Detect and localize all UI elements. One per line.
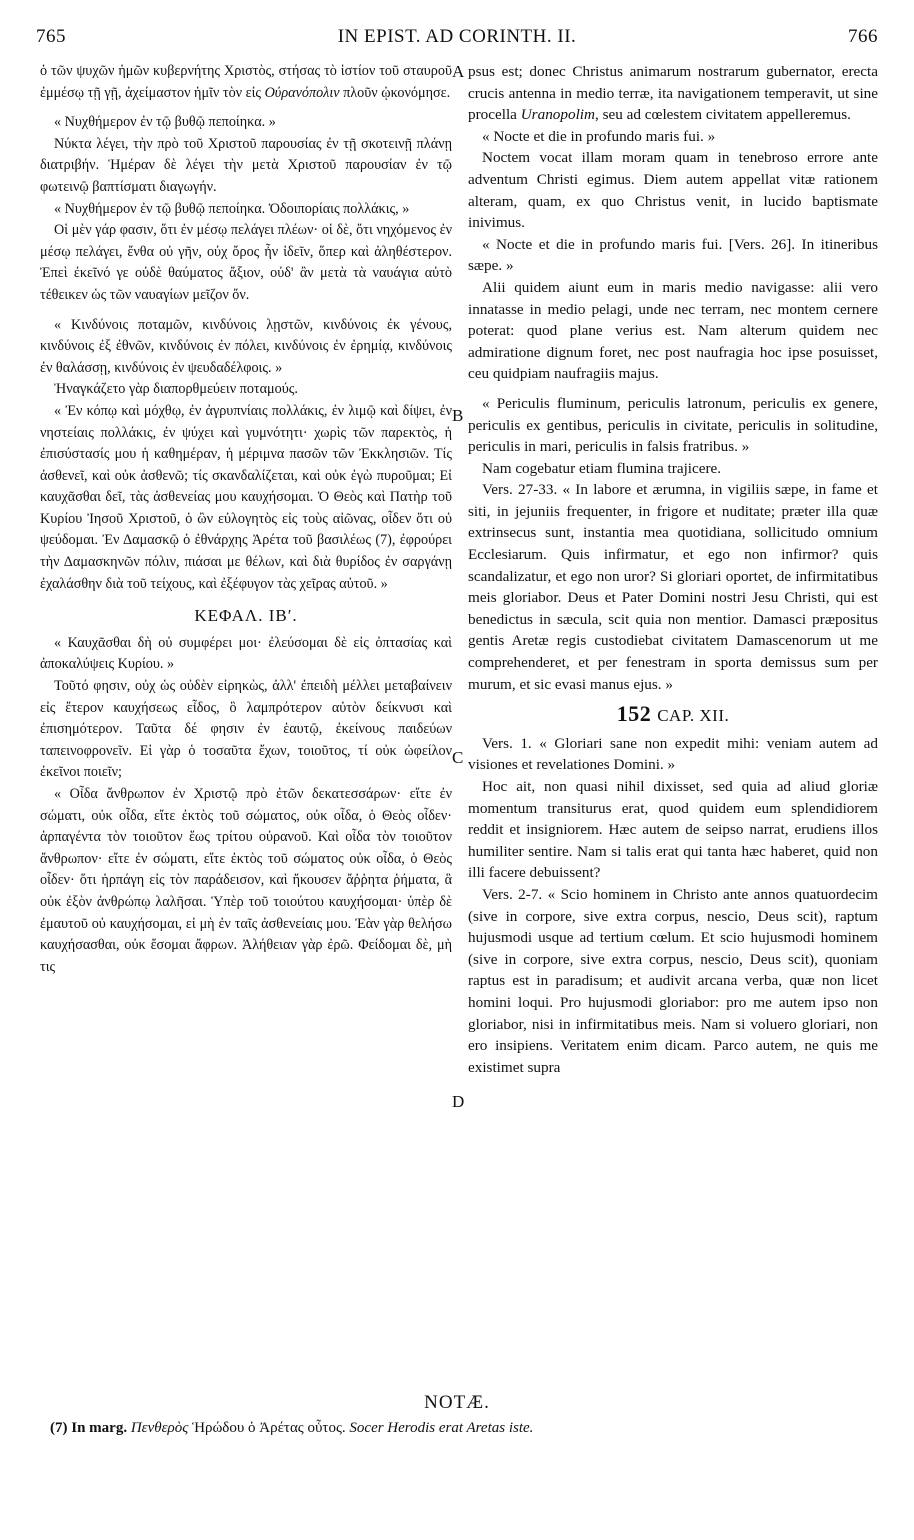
running-title: IN EPIST. AD CORINTH. II. (337, 26, 577, 47)
greek-paragraph: Τοῦτό φησιν, οὐχ ὡς οὐδὲν εἰρηκὼς, ἀλλ' ἐπειδὴ μέλλει μεταβαίνειν εἰς ἕτερον καυχήσεως εἶδος, ὃ λαμπρότερον αὐτὸν δείκνυσι καὶ ἐπισημότερον. Ταῦτα δέ φησιν ἐν ἑαυτῷ, ἐκείνους παιδεύων ταπεινοφρονεῖν. Εἰ γὰρ ὁ τοσαῦτα ἔχων, τοιοῦτος, τί οὐκ ὠφείλον ἐκεῖνοι ποιεῖν; (40, 678, 452, 781)
greek-paragraph (40, 61, 452, 104)
greek-quote: « Οἶδα ἄνθρωπον ἐν Χριστῷ πρὸ ἐτῶν δεκατεσσάρων· εἴτε ἐν σώματι, οὐκ οἶδα, εἴτε ἐκτὸς τοῦ σώματος, οὐκ οἶδα, ὁ Θεὸς οἶδεν· ἁρπαγέντα τὸν τοιοῦτον ἕως τρίτου οὐρανοῦ. Καὶ οἶδα τὸν τοιοῦτον ἄνθρωπον· εἴτε ἐν σώματι, εἴτε ἐκτὸς τοῦ σώματος οὐκ οἶδα, ὁ Θεὸς οἶδεν· ὅτι ἡρπάγη εἰς τὸν παράδεισον, καὶ ἤκουσεν ἄῤῥητα ῥήματα, ἃ οὐκ ἐξὸν ἀνθρώπῳ λαλῆσαι. Ὑπὲρ τοῦ τοιούτου καυχήσομαι· ὑπὲρ δὲ ἐμαυτοῦ οὐ καυχήσομαι, εἰ μὴ ἐν ταῖς ἀσθενείαις μου. Ἐὰν γὰρ θελήσω καυχήσασθαι, οὐκ ἔσομαι ἄφρων. Ἀλήθειαν γὰρ ἐρῶ. Φείδομαι δὲ, μὴ τις (40, 786, 452, 975)
greek-quote: « Ἐν κόπῳ καὶ μόχθῳ, ἐν ἀγρυπνίαις πολλάκις, ἐν λιμῷ καὶ δίψει, ἐν νηστείαις πολλάκις, ἐν ψύχει καὶ γυμνότητι· χωρὶς τῶν παρεκτὸς, ἡ ἐπισύστασίς μου ἡ καθημέραν, ἡ μέριμνα πασῶν τῶν Ἐκκλησιῶν. Τίς ἀσθενεῖ, καὶ οὐκ ἀσθενῶ; τίς σκανδαλίζεται, καὶ οὐκ ἐγὼ πυροῦμαι; Εἰ καυχᾶσθαι δεῖ, τὰς ἀσθενείας μου καυχήσομαι. Ὁ Θεὸς καὶ Πατὴρ τοῦ Κυρίου Ἰησοῦ Χριστοῦ, ὁ ὢν εὐλογητὸς εἰς τοὺς αἰῶνας, οἶδεν ὅτι οὐ ψεύδομαι. Ἐν Δαμασκῷ ὁ ἐθνάρχης Ἀρέτα τοῦ βασιλέως (7), ἐφρούρει τὴν Δαμασκηνῶν πόλιν, πιάσαι με θέλων, καὶ διὰ θυρίδος ἐν σαργάνῃ ἐχαλάσθην διὰ τοῦ τείχους, καὶ ἐξέφυγον τὰς χεῖρας αὐτοῦ. » (40, 402, 452, 592)
margin-marker-b: B (452, 406, 464, 425)
greek-paragraph: Νύκτα λέγει, τὴν πρὸ τοῦ Χριστοῦ παρουσίας ἐν τῇ σκοτεινῇ πλάνῃ διατριβήν. Ἡμέραν δὲ λέγει τὴν μετὰ Χριστοῦ παρουσίαν ἐν τῷ φωτεινῷ βαπτίσματι διαγωγήν. (40, 135, 452, 195)
latin-text: psus est; donec Christus animarum nostrarum gubernator, erecta crucis antenna in medio terræ, ita navigationem temperavit, ut sine procella (468, 63, 878, 124)
latin-quote: « Nocte et die in profundo maris fui. » (482, 127, 716, 145)
greek-text: πλοῦν ᾠκονόμησε. (343, 84, 451, 101)
notes-title: NOTÆ. (424, 1392, 490, 1413)
latin-paragraph: Nam cogebatur etiam flumina trajicere. (482, 459, 722, 477)
margin-marker-a: A (452, 62, 465, 81)
greek-column (40, 61, 452, 1356)
section-number: 152 (616, 701, 652, 727)
latin-paragraph: Hoc ait, non quasi nihil dixisset, sed quia ad aliud gloriæ momentum transiturus erat, quod quidem eum splendidiorem reddit et insigniorem. Hæc autem de seipso narrat, erudiens illos humiliter sentire. Nam si talis erat qui tanta hæc haberet, quid non illi facere debuissent? (468, 778, 878, 882)
latin-paragraph: Alii quidem aiunt eum in maris medio navigasse: alii vero innatasse in medio pelagi, unde nec terram, nec montem cernere poterat: quod plane verius est. Nam alterum quidem nec admiratione dignum foret, nec post naufragia hoc ipse posuisset, ceu quidpiam naufragiis majus. (468, 278, 878, 383)
greek-quote: « Κινδύνοις ποταμῶν, κινδύνοις λῃστῶν, κινδύνοις ἐκ γένους, κινδύνοις ἐξ ἐθνῶν, κινδύνοις ἐν πόλει, κινδύνοις ἐν ἐρημίᾳ, κινδύνοις ἐν θαλάσσῃ, κινδύνοις ἐν ψευδαδέλφοις. » (40, 316, 452, 376)
page-number-left: 765 (36, 26, 66, 47)
latin-quote: « Nocte et die in profundo maris fui. [Vers. 26]. In itineribus sæpe. » (468, 235, 878, 275)
latin-quote: « Periculis fluminum, periculis latronum, periculis ex genere, periculis ex gentibus, periculis in civitate, periculis in solitudine, periculis in mari, periculis in falsis fratribus. » (468, 394, 878, 456)
latin-italic: Uranopolim (520, 106, 595, 124)
greek-italic: Οὐρανόπολιν (264, 84, 340, 101)
latin-text: , seu ad cœlestem civitatem appelleremus. (594, 106, 851, 124)
footnote-lead: In marg. (71, 1420, 128, 1436)
footnote-latin: Socer Herodis erat Aretas iste. (349, 1420, 534, 1436)
greek-section-heading: ΚΕΦΑΛ. ΙΒʹ. (194, 606, 298, 626)
greek-quote: « Νυχθήμερον ἐν τῷ βυθῷ πεποίηκα. » (54, 114, 276, 131)
greek-paragraph: Ἠναγκάζετο γὰρ διαπορθμεύειν ποταμούς. (54, 381, 298, 398)
greek-text: ὁ τῶν ψυχῶν ἡμῶν κυβερνήτης Χριστὸς, στήσας τὸ ἱστίον τοῦ σταυροῦ ἐμμέσῳ τῇ γῇ, ἀχείμαστον ἡμῖν τὸν εἰς (40, 63, 452, 101)
margin-marker-d: D (452, 1092, 465, 1111)
latin-paragraph: Noctem vocat illam moram quam in tenebroso errore ante adventum Christi egimus. Diem autem appellat vitæ rationem alteram, quam, ex quo Christus venit, in lucido baptismate inivimus. (468, 149, 878, 232)
greek-quote: « Νυχθήμερον ἐν τῷ βυθῷ πεποίηκα. Ὁδοιπορίαις πολλάκις, » (54, 200, 410, 217)
footnote (50, 1420, 880, 1437)
latin-section-heading (468, 695, 878, 733)
running-header (36, 26, 878, 52)
footnote-number: (7) (50, 1420, 68, 1436)
page-number-right: 766 (848, 26, 878, 47)
latin-column (468, 61, 878, 1356)
latin-quote: Vers. 2-7. « Scio hominem in Christo ante annos quatuordecim (sive in corpore, sive extra corpus, nescio, Deus scit), raptum hujusmodi usque ad tertium cœlum. Et scio hujusmodi hominem (sive in corpore, sive extra corpus, nescio, Deus scit), quoniam raptus est in paradisum; et audivit arcana verba, quæ non licet homini loqui. Pro hujusmodi gloriabor: pro me autem ipso non gloriabor, nisi in infirmitatibus meis. Nam si voluero gloriari, non ero insipiens. Veritatem enim dicam. Parco autem, ne quis me existimet supra (468, 885, 878, 1076)
greek-quote: « Καυχᾶσθαι δὴ οὐ συμφέρει μοι· ἐλεύσομαι δὲ εἰς ὀπτασίας καὶ ἀποκαλύψεις Κυρίου. » (40, 634, 452, 673)
footnote-greek-italic: Πενθερὸς (130, 1420, 189, 1436)
greek-paragraph: Οἱ μὲν γάρ φασιν, ὅτι ἐν μέσῳ πελάγει πλέων· οἱ δὲ, ὅτι νηχόμενος ἐν μέσῳ πελάγει, ἔνθα οὐ γῆν, οὐχ ὄρος ἦν ἰδεῖν, ὅπερ καὶ ἀληθέστερον. Ἐπεὶ ἐκεῖνό γε οὐδὲ θαύματος ἄξιον, οὐδ' ἂν μετὰ τὰ ναυάγια αὐτὸ τέθεικεν ὡς τῶν ναυαγίων μεῖζον ὄν. (40, 222, 452, 303)
latin-paragraph (468, 61, 878, 126)
section-title: CAP. XII. (657, 706, 730, 726)
latin-quote: Vers. 1. « Gloriari sane non expedit mihi: veniam autem ad visiones et revelationes Domini. » (468, 734, 878, 774)
margin-marker-c: C (452, 748, 464, 767)
latin-quote: Vers. 27-33. « In labore et ærumna, in vigiliis sæpe, in fame et siti, in jejuniis frequenter, in frigore et nuditate; præter illa quæ extrinsecus sunt, instantia mea quotidiana, sollicitudo omnium Ecclesiarum. Quis infirmatur, et ego non infirmor? quis scandalizatur, et ego non uror? Si gloriari oportet, de infirmitatibus meis gloriabor. Deus et Pater Domini nostri Jesu Christi, qui est benedictus in sæcula, scit quia non mentior. Damasci præpositus gentis Aretæ regis custodiebat civitatem Damascenorum ut me comprehenderet, et per fenestram in sporta demissus sum per murum, et sic evasi manus ejus. » (468, 481, 878, 693)
footnote-greek: Ἡρώδου ὁ Ἀρέτας οὗτος. (192, 1420, 346, 1436)
